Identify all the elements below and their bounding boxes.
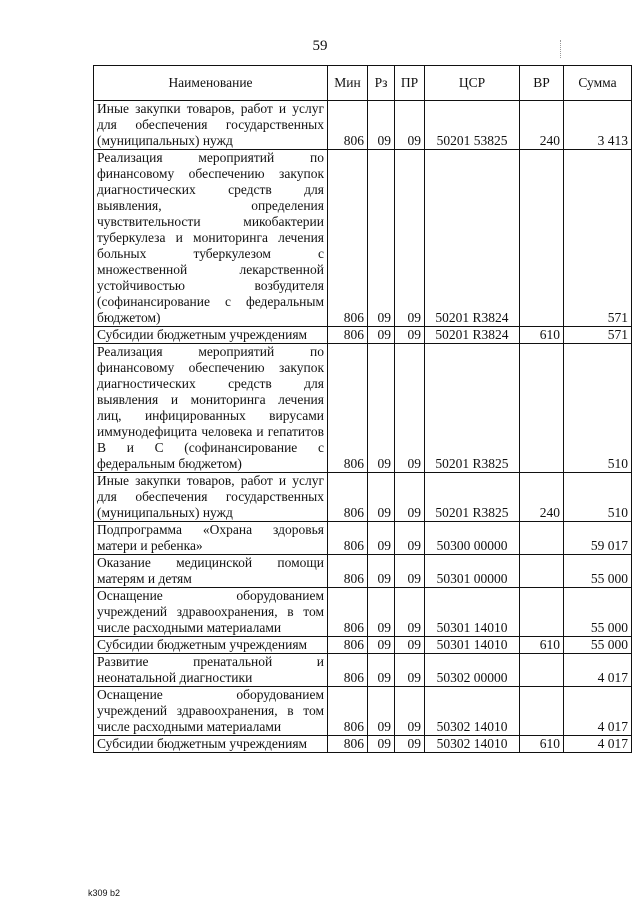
cell-vr: 610 [520,637,564,654]
cell-csr: 50300 00000 [425,522,520,555]
cell-rz: 09 [368,150,395,327]
cell-pr: 09 [395,327,425,344]
footer-code: k309 b2 [88,888,121,898]
cell-vr [520,687,564,736]
cell-rz: 09 [368,736,395,753]
cell-vr [520,522,564,555]
cell-min: 806 [328,344,368,473]
cell-name: Субсидии бюджетным учреждениям [94,327,328,344]
table-row [94,327,632,344]
cell-vr: 240 [520,101,564,150]
cell-sum: 510 [564,473,632,522]
cell-sum: 59 017 [564,522,632,555]
cell-pr: 09 [395,344,425,473]
budget-table [93,65,632,753]
header-sum: Сумма [564,66,632,101]
margin-mark [560,40,562,58]
cell-sum: 571 [564,150,632,327]
table-row [94,344,632,473]
page-number: 59 [312,38,328,54]
cell-name: Развитие пренатальной и неонатальной диагностики [94,654,328,687]
cell-vr: 610 [520,736,564,753]
cell-csr: 50201 R3825 [425,344,520,473]
cell-pr: 09 [395,588,425,637]
cell-csr: 50301 14010 [425,637,520,654]
table-body [94,101,632,753]
cell-csr: 50302 00000 [425,654,520,687]
cell-sum: 4 017 [564,687,632,736]
cell-pr: 09 [395,736,425,753]
cell-vr [520,555,564,588]
cell-csr: 50302 14010 [425,687,520,736]
cell-csr: 50301 00000 [425,555,520,588]
cell-min: 806 [328,150,368,327]
cell-min: 806 [328,101,368,150]
header-name: Наименование [94,66,328,101]
cell-csr: 50201 R3824 [425,327,520,344]
cell-name: Реализация мероприятий по финансовому обеспечению закупок диагностических средств для выявления, определения чувствительности микобактерии туберкулеза и мониторинга лечения больных туберкулезом с множественной лекарственной устойчивостью возбудителя (софинансирование с федеральным бюджетом) [94,150,328,327]
header-csr: ЦСР [425,66,520,101]
cell-csr: 50201 53825 [425,101,520,150]
cell-name: Оказание медицинской помощи матерям и детям [94,555,328,588]
cell-rz: 09 [368,327,395,344]
cell-rz: 09 [368,588,395,637]
cell-vr [520,588,564,637]
cell-pr: 09 [395,473,425,522]
cell-min: 806 [328,637,368,654]
cell-csr: 50201 R3824 [425,150,520,327]
table-row [94,588,632,637]
cell-sum: 3 413 [564,101,632,150]
cell-sum: 571 [564,327,632,344]
table-row [94,654,632,687]
cell-rz: 09 [368,522,395,555]
cell-vr: 240 [520,473,564,522]
header-rz: Рз [368,66,395,101]
cell-rz: 09 [368,344,395,473]
cell-name: Иные закупки товаров, работ и услуг для обеспечения государственных (муниципальных) нужд [94,101,328,150]
table-row [94,637,632,654]
cell-pr: 09 [395,101,425,150]
cell-min: 806 [328,473,368,522]
cell-rz: 09 [368,101,395,150]
cell-sum: 55 000 [564,555,632,588]
cell-min: 806 [328,687,368,736]
cell-min: 806 [328,654,368,687]
cell-vr [520,344,564,473]
cell-rz: 09 [368,473,395,522]
header-vr: ВР [520,66,564,101]
cell-sum: 510 [564,344,632,473]
cell-vr [520,150,564,327]
table-row [94,555,632,588]
cell-pr: 09 [395,654,425,687]
cell-name: Субсидии бюджетным учреждениям [94,637,328,654]
cell-name: Оснащение оборудованием учреждений здравоохранения, в том числе расходными материалами [94,687,328,736]
cell-name: Реализация мероприятий по финансовому обеспечению закупок диагностических средств для выявления и мониторинга лечения лиц, инфицированных вирусами иммунодефицита человека и гепатитов В и С (софинансирование с федеральным бюджетом) [94,344,328,473]
cell-csr: 50201 R3825 [425,473,520,522]
table-row [94,150,632,327]
cell-pr: 09 [395,687,425,736]
cell-pr: 09 [395,150,425,327]
table-row [94,687,632,736]
cell-name: Оснащение оборудованием учреждений здравоохранения, в том числе расходными материалами [94,588,328,637]
table-row [94,522,632,555]
cell-name: Подпрограмма «Охрана здоровья матери и ребенка» [94,522,328,555]
cell-sum: 4 017 [564,736,632,753]
cell-csr: 50301 14010 [425,588,520,637]
cell-pr: 09 [395,522,425,555]
cell-sum: 55 000 [564,588,632,637]
header-pr: ПР [395,66,425,101]
cell-min: 806 [328,736,368,753]
table-row [94,101,632,150]
cell-sum: 55 000 [564,637,632,654]
table-row [94,473,632,522]
cell-min: 806 [328,555,368,588]
cell-name: Иные закупки товаров, работ и услуг для обеспечения государственных (муниципальных) нужд [94,473,328,522]
cell-rz: 09 [368,654,395,687]
cell-min: 806 [328,588,368,637]
cell-pr: 09 [395,637,425,654]
cell-name: Субсидии бюджетным учреждениям [94,736,328,753]
cell-pr: 09 [395,555,425,588]
cell-min: 806 [328,522,368,555]
cell-rz: 09 [368,555,395,588]
cell-rz: 09 [368,687,395,736]
cell-min: 806 [328,327,368,344]
cell-vr: 610 [520,327,564,344]
cell-rz: 09 [368,637,395,654]
table-row [94,736,632,753]
header-min: Мин [328,66,368,101]
table-header-row [94,66,632,101]
cell-sum: 4 017 [564,654,632,687]
cell-csr: 50302 14010 [425,736,520,753]
cell-vr [520,654,564,687]
